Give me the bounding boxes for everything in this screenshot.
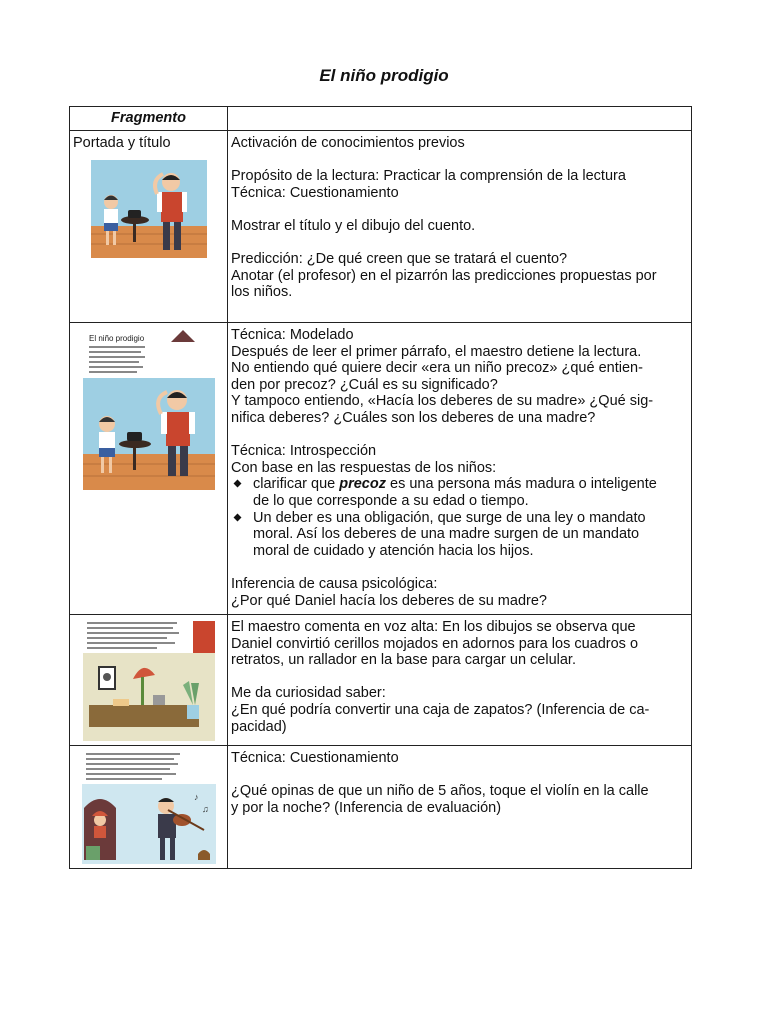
bullet-list [231, 476, 687, 559]
text-line: Técnica: Introspección [231, 443, 377, 460]
activity-cell [228, 323, 692, 615]
text-line: Técnica: Cuestionamiento [231, 750, 399, 766]
fragment-cell [70, 615, 228, 746]
text-line: Técnica: Cuestionamiento [231, 184, 399, 201]
text-line: pacidad) [231, 718, 287, 735]
bullet-text: de lo que corresponde a su edad o tiempo. [253, 492, 529, 509]
header-empty [228, 107, 692, 131]
table-row [70, 131, 692, 323]
bullet-text: clarificar que [253, 476, 340, 493]
lesson-table [69, 106, 692, 869]
table-row [70, 323, 692, 615]
fragment-cell [70, 131, 228, 323]
table-header-row [70, 107, 692, 131]
text-line: Inferencia de causa psicológica: [231, 575, 438, 592]
text-line: Después de leer el primer párrafo, el maestro detiene la lectura. [231, 343, 642, 360]
diamond-bullet-icon [234, 480, 242, 488]
svg-text:♪: ♪ [193, 792, 198, 802]
violin-illustration [82, 750, 216, 864]
text-line: Activación de conocimientos previos [231, 135, 465, 151]
text-line: Y tampoco entiendo, «Hacía los deberes de su madre» ¿Qué sig- [231, 393, 654, 410]
activity-cell [228, 746, 692, 869]
text-line: No entiendo qué quiere decir «era un niño precoz» ¿qué entien- [231, 360, 643, 377]
list-item [231, 510, 687, 560]
text-line: los niños. [231, 284, 293, 301]
text-line: Daniel convirtió cerillos mojados en adornos para los cuadros o [231, 635, 639, 652]
bullet-text: es una persona más madura o inteligente [385, 476, 657, 493]
svg-text:♫: ♫ [201, 804, 209, 814]
cover-illustration [91, 160, 207, 258]
text-line: ¿Qué opinas de que un niño de 5 años, toque el violín en la calle [231, 783, 649, 800]
activity-cell [228, 131, 692, 323]
bullet-text: Un deber es una obligación, que surge de una ley o mandato [253, 509, 646, 526]
page-illustration [83, 328, 215, 490]
text-line: ¿Por qué Daniel hacía los deberes de su madre? [231, 592, 547, 609]
fragment-cell [70, 746, 228, 869]
text-line: y por la noche? (Inferencia de evaluación) [231, 799, 502, 816]
text-line: Propósito de la lectura: Practicar la comprensión de la lectura [231, 168, 626, 185]
workshop-illustration [83, 619, 215, 741]
text-line: Mostrar el título y el dibujo del cuento. [231, 217, 476, 234]
table-row [70, 746, 692, 869]
bullet-text: moral. Así los deberes de una madre surgen de un mandato [253, 526, 640, 543]
fragment-label: Portada y título [73, 135, 171, 151]
bullet-text: moral de cuidado y atención hacia los hijos. [253, 542, 534, 559]
activity-cell [228, 615, 692, 746]
text-line: Anotar (el profesor) en el pizarrón las predicciones propuestas por [231, 267, 657, 284]
header-fragmento: Fragmento [70, 107, 228, 131]
text-line: Predicción: ¿De qué creen que se tratará el cuento? [231, 251, 568, 268]
text-line: den por precoz? ¿Cuál es su significado? [231, 376, 498, 393]
text-line: Técnica: Modelado [231, 327, 354, 343]
page-heading: El niño prodigio [88, 334, 144, 343]
table-row [70, 615, 692, 746]
text-line: ¿En qué podría convertir una caja de zapatos? (Inferencia de ca- [231, 701, 650, 718]
emphasis-precoz: precoz [339, 476, 386, 493]
fragment-cell [70, 323, 228, 615]
list-item [231, 476, 687, 509]
text-line: retratos, un rallador en la base para cargar un celular. [231, 652, 576, 669]
text-line: El maestro comenta en voz alta: En los dibujos se observa que [231, 619, 636, 635]
text-line: Con base en las respuestas de los niños: [231, 459, 497, 476]
document-title: El niño prodigio [319, 66, 449, 85]
text-line: nifica deberes? ¿Cuáles son los deberes de una madre? [231, 409, 596, 426]
text-line: Me da curiosidad saber: [231, 685, 386, 702]
diamond-bullet-icon [234, 513, 242, 521]
